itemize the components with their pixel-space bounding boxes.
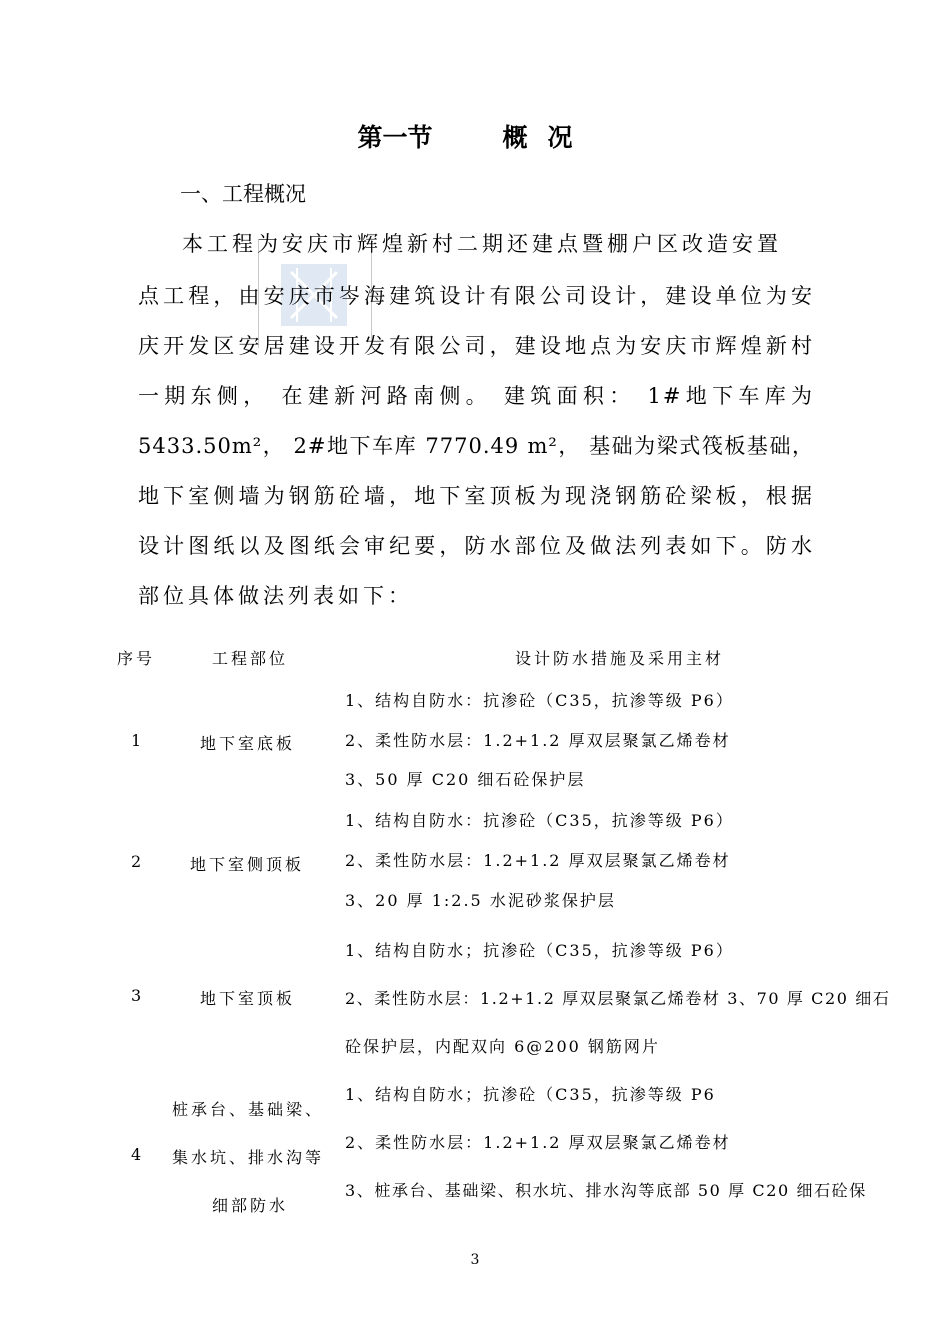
- subsection-heading: 一、工程概况: [180, 182, 306, 206]
- section-title-text: 概况: [502, 123, 593, 152]
- table-header-measures: 设计防水措施及采用主材: [515, 649, 725, 668]
- table-row-3-no: 3: [131, 986, 145, 1005]
- section-title-number: 第一节: [357, 123, 433, 152]
- table-row-2-measure: 2、柔性防水层：1.2+1.2 厚双层聚氯乙烯卷材: [345, 851, 731, 870]
- table-row-1-no: 1: [131, 731, 145, 750]
- table-row-1-measure: 3、50 厚 C20 细石砼保护层: [345, 770, 586, 789]
- paragraph-line: 点工程，由安庆市岑海建筑设计有限公司设计，建设单位为安: [138, 284, 814, 308]
- table-row-2-measure: 1、结构自防水：抗渗砼（C35，抗渗等级 P6）: [345, 811, 734, 830]
- paragraph-line: 部位具体做法列表如下：: [138, 584, 413, 608]
- table-row-1-part: 地下室底板: [200, 734, 296, 753]
- table-row-3-measure: 2、柔性防水层：1.2+1.2 厚双层聚氯乙烯卷材 3、70 厚 C20 细石: [345, 989, 891, 1008]
- paragraph-line: 庆开发区安居建设开发有限公司，建设地点为安庆市辉煌新村: [138, 334, 814, 358]
- table-row-4-part: 集水坑、排水沟等: [172, 1148, 325, 1167]
- paragraph-line: 地下室侧墙为钢筋砼墙，地下室顶板为现浇钢筋砼梁板，根据: [138, 484, 814, 508]
- table-row-4-measure: 3、桩承台、基础梁、积水坑、排水沟等底部 50 厚 C20 细石砼保: [345, 1181, 867, 1200]
- table-header-no: 序号: [117, 649, 156, 668]
- table-row-4-measure: 1、结构自防水；抗渗砼（C35，抗渗等级 P6: [345, 1085, 716, 1104]
- table-row-4-part: 细部防水: [212, 1196, 289, 1215]
- page-number: 3: [470, 1252, 480, 1268]
- table-row-3-measure: 砼保护层，内配双向 6@200 钢筋网片: [345, 1037, 660, 1056]
- table-row-1-measure: 2、柔性防水层：1.2+1.2 厚双层聚氯乙烯卷材: [345, 731, 731, 750]
- table-row-1-measure: 1、结构自防水：抗渗砼（C35，抗渗等级 P6）: [345, 691, 734, 710]
- table-row-3-measure: 1、结构自防水；抗渗砼（C35，抗渗等级 P6）: [345, 941, 734, 960]
- section-title: [0, 118, 950, 154]
- table-row-4-no: 4: [131, 1145, 145, 1164]
- table-row-2-part: 地下室侧顶板: [190, 855, 305, 874]
- paragraph-line: 一期东侧， 在建新河路南侧。 建筑面积： 1#地下车库为: [138, 384, 814, 408]
- paragraph-line: 本工程为安庆市辉煌新村二期还建点暨棚户区改造安置: [182, 232, 782, 256]
- table-row-4-part: 桩承台、基础梁、: [172, 1100, 325, 1119]
- table-row-2-no: 2: [131, 852, 145, 871]
- table-row-4-measure: 2、柔性防水层：1.2+1.2 厚双层聚氯乙烯卷材: [345, 1133, 731, 1152]
- table-header-part: 工程部位: [212, 649, 289, 668]
- table-row-3-part: 地下室顶板: [200, 989, 296, 1008]
- table-row-2-measure: 3、20 厚 1:2.5 水泥砂浆保护层: [345, 891, 616, 910]
- paragraph-line: 5433.50m²， 2#地下车库 7770.49 m²， 基础为梁式筏板基础，: [138, 434, 814, 458]
- paragraph-line: 设计图纸以及图纸会审纪要，防水部位及做法列表如下。防水: [138, 534, 814, 558]
